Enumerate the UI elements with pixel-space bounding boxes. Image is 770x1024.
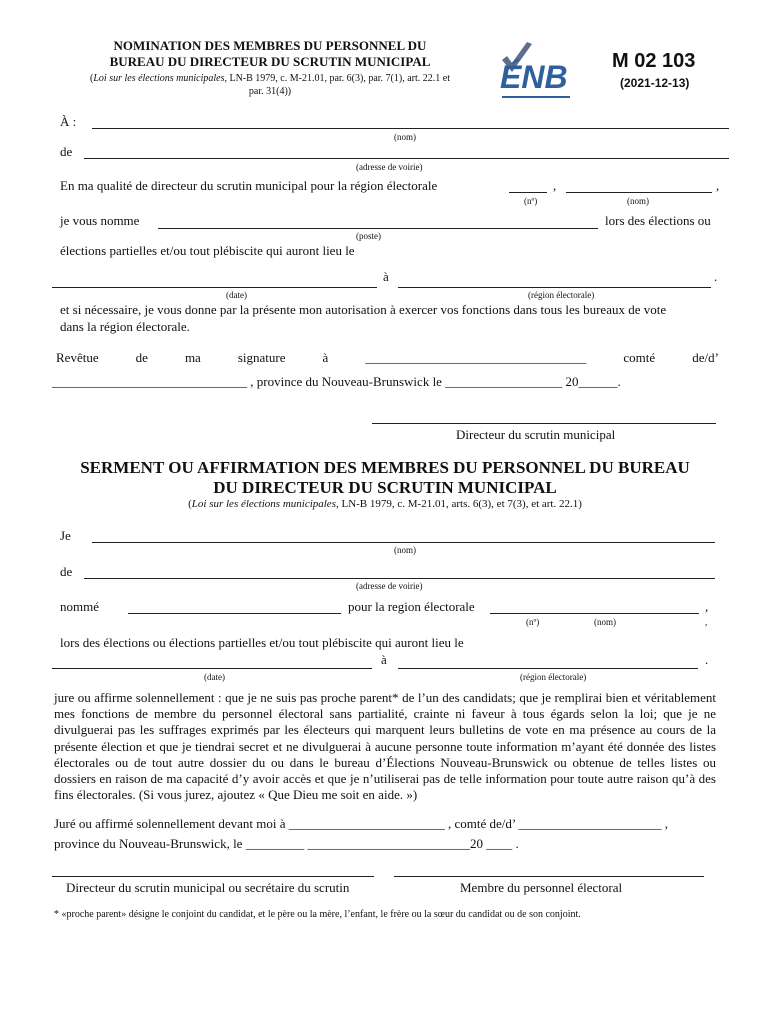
- oath-from-label: de: [60, 564, 73, 579]
- law-name: Loi sur les élections municipales: [93, 73, 225, 84]
- je-label: Je: [60, 528, 71, 543]
- electoral-region-line[interactable]: [398, 287, 711, 288]
- comma-separator: ,: [705, 599, 709, 614]
- enb-logo: [496, 38, 596, 100]
- position-caption: (poste): [356, 231, 381, 241]
- oath-no-caption: (nº): [526, 617, 540, 627]
- oath-nom-caption: (nom): [594, 617, 616, 627]
- form-date: (2021-12-13): [620, 76, 690, 90]
- signed-line2: ______________________________ , province du Nouveau-Brunswick le __________________ 20______.: [52, 374, 621, 389]
- from-address-line[interactable]: [84, 158, 729, 159]
- form-title-line2: BUREAU DU DIRECTEUR DU SCRUTIN MUNICIPAL: [109, 54, 431, 69]
- director-signature-caption: Directeur du scrutin municipal: [456, 427, 616, 442]
- footnote: * «proche parent» désigne le conjoint du candidat, et le père ou la mère, l’enfant, le frère ou la sœur du candidat ou de son conjoint.: [54, 909, 581, 920]
- signed-word: de/d’: [692, 350, 719, 365]
- period: .: [705, 652, 709, 667]
- signed-word: de: [135, 350, 148, 365]
- sworn-line1: Juré ou affirmé solennellement devant moi à ________________________ , comté de/d’ ______________________ ,: [54, 816, 669, 831]
- position-line[interactable]: [158, 228, 598, 229]
- form-title: [40, 38, 500, 70]
- law-ref-line2: par. 31(4)): [248, 86, 292, 97]
- authorization-line1: et si nécessaire, je vous donne par la présente mon autorisation à exercer vos fonctions dans tous les bureaux de vote: [60, 302, 667, 317]
- during-elections-text: lors des élections ou: [605, 213, 711, 228]
- law-ref-line1: , LN-B 1979, c. M-21.01, par. 6(3), par. 7(1), art. 22.1 et: [224, 73, 450, 84]
- oath-title-line1: SERMENT OU AFFIRMATION DES MEMBRES DU PERSONNEL DU BUREAU: [80, 458, 690, 477]
- signed-word: signature: [237, 350, 286, 365]
- comma-separator: ,: [705, 617, 708, 627]
- signed-word: ma: [184, 350, 201, 365]
- oath-at-label: à: [381, 652, 387, 667]
- oath-law-reference: (Loi sur les élections municipales, LN-B 1979, c. M-21.01, arts. 6(3), et 7(3), et art. 22.1): [188, 498, 582, 510]
- from-label: de: [60, 144, 73, 159]
- oath-law-name: Loi sur les élections municipales: [191, 498, 336, 510]
- region-number-caption: (nº): [524, 196, 538, 206]
- oath-name-line[interactable]: [92, 542, 715, 543]
- elections-text: élections partielles et/ou tout plébiscite qui auront lieu le: [60, 243, 355, 258]
- signed-word: à: [322, 350, 329, 365]
- oath-date-line[interactable]: [52, 668, 372, 669]
- to-name-caption: (nom): [394, 132, 416, 142]
- region-number-line[interactable]: [509, 192, 547, 193]
- to-name-line[interactable]: [92, 128, 729, 129]
- region-name-line[interactable]: [566, 192, 712, 193]
- signed-word: Revêtue: [56, 350, 99, 365]
- region-name-caption: (nom): [627, 196, 649, 206]
- region-caption: (région électorale): [528, 290, 595, 300]
- named-position-line[interactable]: [128, 613, 341, 614]
- comma-separator: ,: [716, 178, 720, 193]
- signed-line1: [56, 350, 719, 366]
- oath-during-text: lors des élections ou élections partielles et/ou tout plébiscite qui auront lieu le: [60, 635, 464, 650]
- oath-address-caption: (adresse de voirie): [356, 581, 423, 591]
- oath-body-text: jure ou affirme solennellement : que je ne suis pas proche parent* de l’un des candidats; que je remplirai bien et véritablement mes fonctions de membre du personnel électoral sans partialité, crainte ni faveur à tous égards selon la loi; que je ne divulguerai pas les suffrages exprimés par les électeurs qui marquent leurs bulletins de vote en ma présence au cours de la présente élection et que je tiendrai secret et ne divulguerai à aucune personne toute information m’ayant été donnée des listes électorales ou de tout autre dossier du ou dans le bureau d’Élections Nouveau-Brunswick ou obtenue de telles listes ou dossiers en raison de ma capacité d’y avoir accès et que je n’utiliserai pas de telle information pour toute autre raison qu’à des fins électorales. (Si vous jurez, ajoutez « Que Dieu me soit en aide. »): [54, 690, 716, 803]
- appoint-text: je vous nomme: [60, 213, 140, 228]
- checkmark-icon: [496, 38, 596, 100]
- oath-title: [20, 458, 750, 498]
- signed-place-blank[interactable]: __________________________________: [365, 350, 587, 365]
- for-region-text: pour la region électorale: [348, 599, 475, 614]
- named-label: nommé: [60, 599, 99, 614]
- member-signature-line[interactable]: [394, 876, 704, 877]
- signed-word: comté: [623, 350, 656, 365]
- form-title-line1: NOMINATION DES MEMBRES DU PERSONNEL DU: [113, 38, 427, 53]
- director-signature-line-2[interactable]: [52, 876, 374, 877]
- election-date-line[interactable]: [52, 287, 377, 288]
- form-number: M 02 103: [612, 50, 696, 72]
- period: .: [714, 269, 718, 284]
- director-secretary-caption: Directeur du scrutin municipal ou secrétaire du scrutin: [66, 880, 350, 895]
- oath-title-line2: DU DIRECTEUR DU SCRUTIN MUNICIPAL: [213, 478, 557, 497]
- law-reference: (Loi sur les élections municipales, LN-B 1979, c. M-21.01, par. 6(3), par. 7(1), art. 22.1 et par. 31(4)): [40, 72, 500, 98]
- oath-law-ref: , LN-B 1979, c. M-21.01, arts. 6(3), et 7(3), et art. 22.1): [335, 498, 582, 510]
- comma-separator: ,: [553, 178, 557, 193]
- oath-date-caption: (date): [204, 672, 225, 682]
- director-signature-line[interactable]: [372, 423, 716, 424]
- oath-address-line[interactable]: [84, 578, 715, 579]
- oath-name-caption: (nom): [394, 545, 416, 555]
- oath-region-caption: (région électorale): [520, 672, 587, 682]
- logo-text: ÉNB: [500, 59, 568, 95]
- at-label: à: [383, 269, 389, 284]
- to-label: À :: [60, 114, 77, 129]
- sworn-line2: province du Nouveau-Brunswick, le _________ _________________________20 ____ .: [54, 836, 519, 851]
- from-address-caption: (adresse de voirie): [356, 162, 423, 172]
- oath-region-line[interactable]: [490, 613, 699, 614]
- capacity-text: En ma qualité de directeur du scrutin municipal pour la région électorale: [60, 178, 438, 193]
- oath-electoral-region-line[interactable]: [398, 668, 698, 669]
- date-caption: (date): [226, 290, 247, 300]
- member-caption: Membre du personnel électoral: [460, 880, 623, 895]
- authorization-line2: dans la région électorale.: [60, 319, 190, 334]
